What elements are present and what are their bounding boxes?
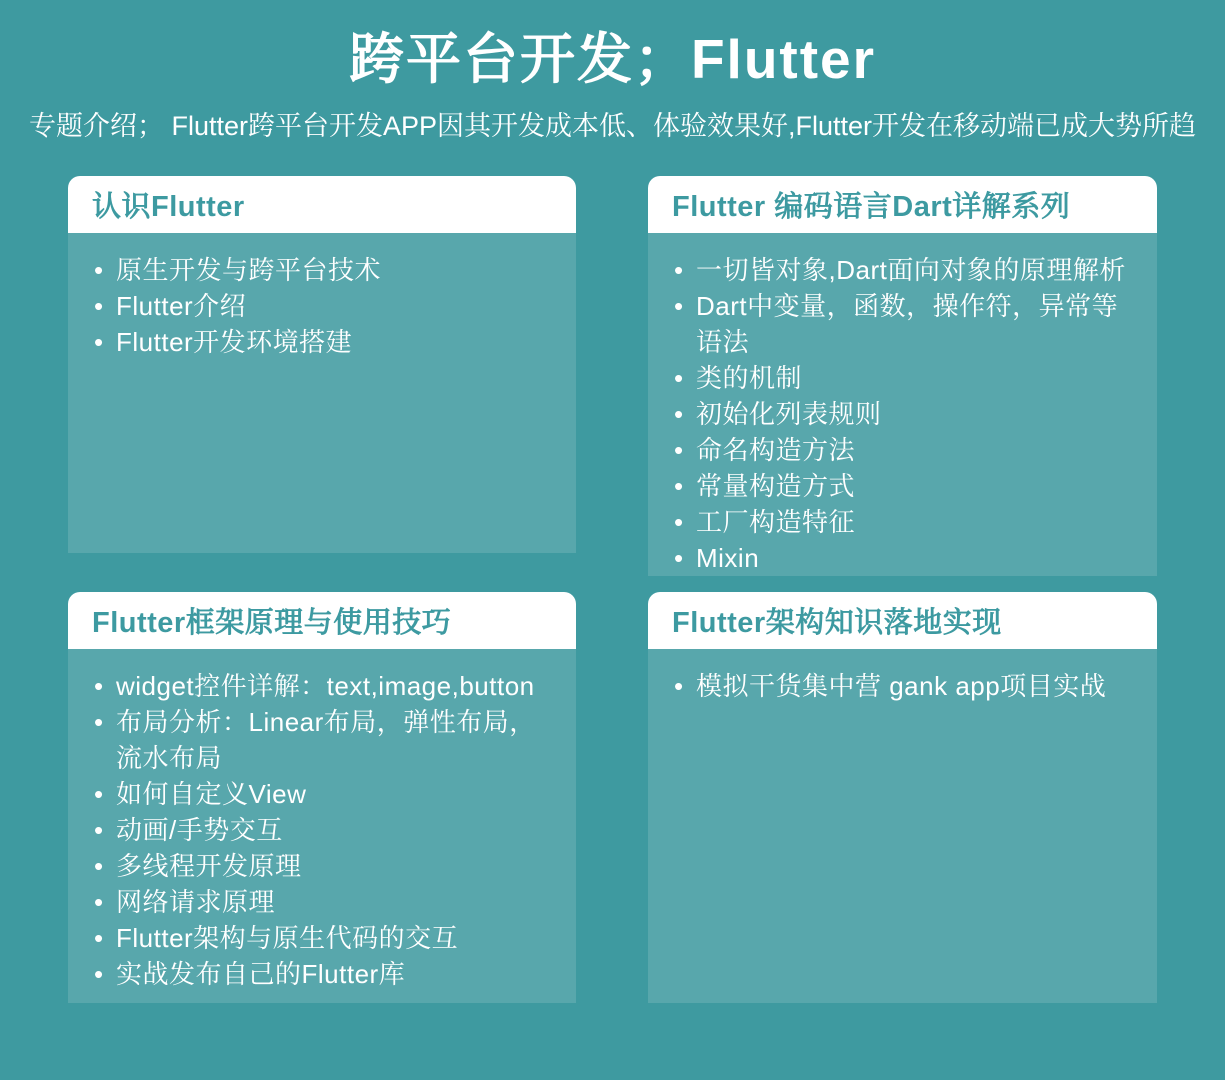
list-item: • 工厂构造特征 bbox=[672, 504, 1137, 540]
card-header bbox=[68, 176, 576, 233]
bullet-list bbox=[92, 668, 556, 992]
card-architecture-practice bbox=[648, 592, 1157, 1003]
list-item: • 布局分析：Linear布局，弹性布局，流水布局 bbox=[92, 704, 556, 776]
bullet-list bbox=[672, 252, 1137, 576]
list-item: • 命名构造方法 bbox=[672, 432, 1137, 468]
bullet-list bbox=[672, 668, 1137, 704]
card-framework-principles bbox=[68, 592, 576, 1003]
list-item: • 初始化列表规则 bbox=[672, 396, 1137, 432]
card-title: Flutter框架原理与使用技巧 bbox=[92, 607, 452, 639]
list-item: • 动画/手势交互 bbox=[92, 812, 556, 848]
list-item: • 原生开发与跨平台技术 bbox=[92, 252, 556, 288]
list-item: • widget控件详解：text,image,button bbox=[92, 668, 556, 704]
card-know-flutter bbox=[68, 176, 576, 553]
list-item: • 一切皆对象,Dart面向对象的原理解析 bbox=[672, 252, 1137, 288]
card-header bbox=[648, 176, 1157, 233]
list-item: • Flutter介绍 bbox=[92, 288, 556, 324]
card-body bbox=[68, 233, 576, 553]
list-item: • 实战发布自己的Flutter库 bbox=[92, 956, 556, 992]
cards-grid bbox=[68, 176, 1157, 1003]
list-item: • Mixin bbox=[672, 540, 1137, 576]
list-item: • Dart中变量，函数，操作符，异常等语法 bbox=[672, 288, 1137, 360]
list-item: • 多线程开发原理 bbox=[92, 848, 556, 884]
list-item: • 网络请求原理 bbox=[92, 884, 556, 920]
page-title: 跨平台开发；Flutter bbox=[348, 28, 877, 90]
flutter-course-poster bbox=[0, 26, 1225, 1080]
page-subtitle: 专题介绍； Flutter跨平台开发APP因其开发成本低、体验效果好,Flutter开发在移动端已成大势所趋 bbox=[28, 111, 1197, 141]
card-header bbox=[68, 592, 576, 649]
list-item: • 类的机制 bbox=[672, 360, 1137, 396]
card-title: Flutter架构知识落地实现 bbox=[672, 607, 1002, 639]
card-body bbox=[648, 233, 1157, 576]
card-title: Flutter 编码语言Dart详解系列 bbox=[672, 191, 1071, 223]
card-dart-language-series bbox=[648, 176, 1157, 573]
card-body bbox=[68, 649, 576, 1003]
bullet-list bbox=[92, 252, 556, 360]
list-item: • Flutter开发环境搭建 bbox=[92, 324, 556, 360]
list-item: • Flutter架构与原生代码的交互 bbox=[92, 920, 556, 956]
card-body bbox=[648, 649, 1157, 1003]
list-item: • 模拟干货集中营 gank app项目实战 bbox=[672, 668, 1137, 704]
list-item: • 如何自定义View bbox=[92, 776, 556, 812]
card-header bbox=[648, 592, 1157, 649]
list-item: • 常量构造方式 bbox=[672, 468, 1137, 504]
card-title: 认识Flutter bbox=[92, 191, 245, 223]
